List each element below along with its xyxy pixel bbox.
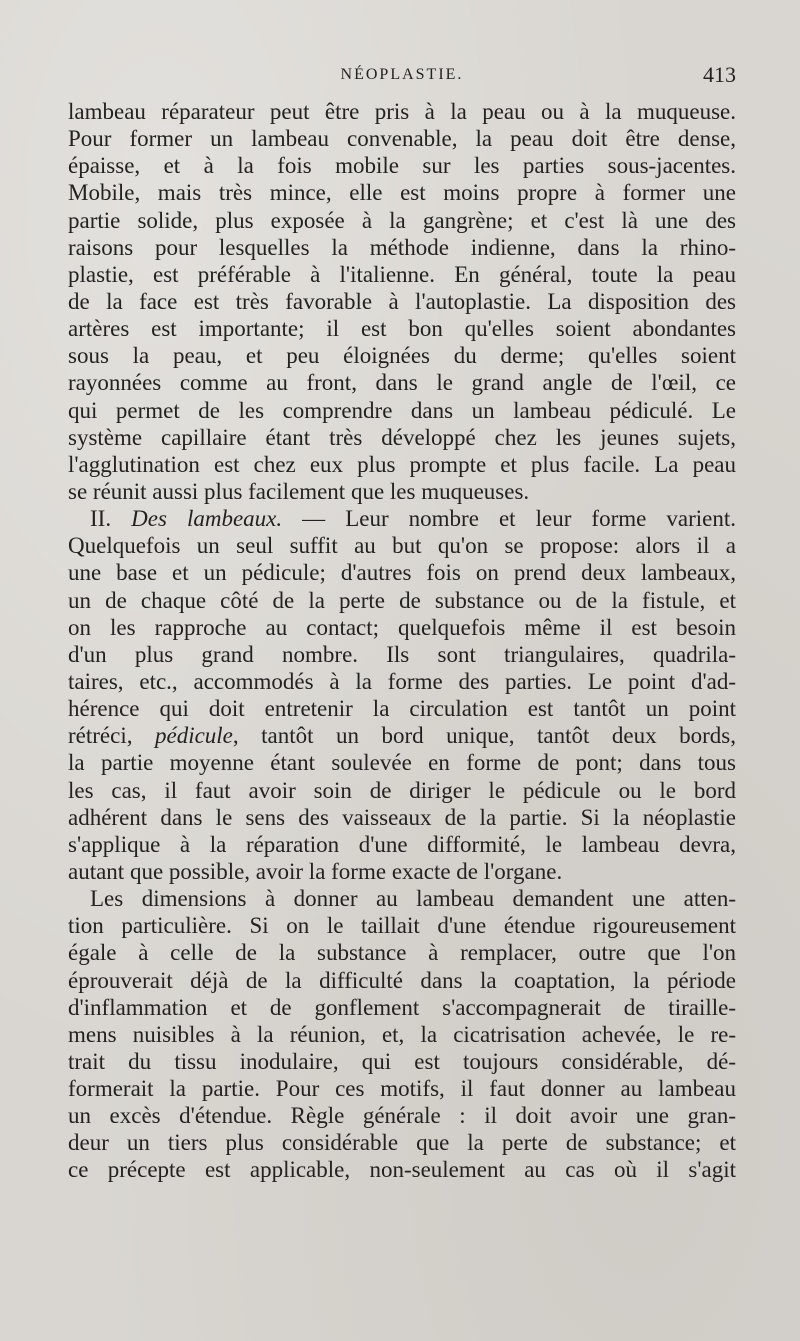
- text-line: artères est importante; il est bon qu'elles soient abondantes: [68, 316, 736, 342]
- text-line-with-italic: [68, 722, 736, 749]
- text-line: égale à celle de la substance à remplacer, outre que l'on: [68, 940, 736, 966]
- text-line: adhérent dans le sens des vaisseaux de la partie. Si la néoplastie: [68, 804, 736, 830]
- page-number: 413: [703, 62, 736, 87]
- line-segment: rétréci,: [68, 723, 155, 749]
- section-number: II.: [90, 506, 112, 532]
- text-line: système capillaire étant très développé chez les jeunes sujets,: [68, 424, 736, 450]
- text-line: d'un plus grand nombre. Ils sont triangulaires, quadrila-: [68, 641, 736, 667]
- text-line: on les rapproche au contact; quelquefois même il est besoin: [68, 614, 736, 640]
- text-line: se réunit aussi plus facilement que les muqueuses.: [68, 478, 530, 504]
- text-line: Quelquefois un seul suffit au but qu'on se propose: alors il a: [68, 533, 736, 559]
- text-line: lambeau réparateur peut être pris à la peau ou à la muqueuse.: [68, 99, 736, 124]
- text-line: formerait la partie. Pour ces motifs, il faut donner au lambeau: [68, 1076, 736, 1102]
- text-line: éprouverait déjà de la difficulté dans la coaptation, la période: [68, 967, 736, 993]
- text-line: deur un tiers plus considérable que la perte de substance; et: [68, 1130, 736, 1156]
- text-line: rayonnées comme au front, dans le grand angle de l'œil, ce: [68, 370, 736, 396]
- text-line: trait du tissu inodulaire, qui est toujours considérable, dé-: [68, 1048, 736, 1074]
- text-line: ce précepte est applicable, non-seulement au cas où il s'agit: [68, 1157, 736, 1183]
- line-segment: , tantôt un bord unique, tantôt deux bords,: [232, 723, 736, 749]
- text-line: de la face est très favorable à l'autoplastie. La disposition des: [68, 288, 736, 314]
- text-line: les cas, il faut avoir soin de diriger le pédicule ou le bord: [68, 777, 736, 803]
- text-line: s'applique à la réparation d'une difformité, le lambeau devra,: [68, 831, 736, 857]
- section-lead-text: — Leur nombre et leur forme varient.: [282, 506, 736, 532]
- text-line: mens nuisibles à la réunion, et, la cicatrisation achevée, le re-: [68, 1021, 736, 1047]
- text-line: raisons pour lesquelles la méthode indienne, dans la rhino-: [68, 234, 736, 260]
- text-line: l'agglutination est chez eux plus prompte et plus facile. La peau: [68, 451, 736, 477]
- text-line: Pour former un lambeau convenable, la peau doit être dense,: [68, 126, 736, 152]
- section-lead-line: [68, 505, 736, 532]
- text-line: hérence qui doit entretenir la circulation est tantôt un point: [68, 696, 736, 722]
- running-head: [68, 62, 736, 94]
- text-line: Les dimensions à donner au lambeau demandent une atten-: [90, 886, 736, 912]
- text-line: un de chaque côté de la perte de substance ou de la fistule, et: [68, 587, 736, 613]
- text-line: épaisse, et à la fois mobile sur les parties sous-jacentes.: [68, 153, 736, 179]
- text-line: d'inflammation et de gonflement s'accompagnerait de tiraille-: [68, 994, 736, 1020]
- body-text: [68, 98, 736, 1184]
- section-heading: Des lambeaux.: [131, 506, 283, 532]
- text-line: autant que possible, avoir la forme exacte de l'organe.: [68, 858, 563, 884]
- running-title: NÉOPLASTIE.: [340, 66, 464, 83]
- text-line: qui permet de les comprendre dans un lambeau pédiculé. Le: [68, 397, 736, 423]
- text-line: la partie moyenne étant soulevée en forme de pont; dans tous: [68, 750, 736, 776]
- text-line: un excès d'étendue. Règle générale : il doit avoir une gran-: [68, 1103, 736, 1129]
- text-line: taires, etc., accommodés à la forme des parties. Le point d'ad-: [68, 668, 736, 694]
- text-line: sous la peau, et peu éloignées du derme; qu'elles soient: [68, 343, 736, 369]
- italic-term: pédicule: [154, 723, 233, 749]
- text-line: partie solide, plus exposée à la gangrène; et c'est là une des: [68, 207, 736, 233]
- text-line: plastie, est préférable à l'italienne. En général, toute la peau: [68, 261, 736, 287]
- text-line: une base et un pédicule; d'autres fois on prend deux lambeaux,: [68, 560, 736, 586]
- text-line: Mobile, mais très mince, elle est moins propre à former une: [68, 180, 736, 206]
- text-line: tion particulière. Si on le taillait d'une étendue rigoureusement: [68, 913, 736, 939]
